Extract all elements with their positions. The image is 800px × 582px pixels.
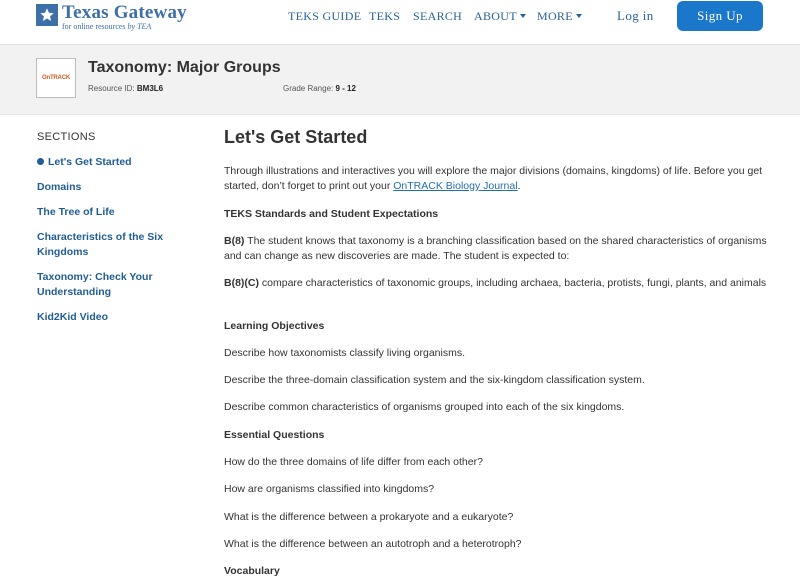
intro-paragraph: Through illustrations and interactives you will explore the major divisions (domains, kingdoms) of life. Before you get started, don’t forget to print out your OnTRACK Biology Journal. (224, 165, 763, 192)
objectives-heading: Learning Objectives (224, 320, 325, 332)
question-item: How are organisms classified into kingdoms? (224, 483, 435, 495)
standard-b8c: B(8)(C) compare characteristics of taxonomic groups, including archaea, bacteria, protists, fungi, plants, and animals (224, 277, 767, 289)
signup-button[interactable]: Sign Up (677, 1, 763, 31)
resource-id: Resource ID: BM3L6 (88, 84, 164, 93)
star-icon (36, 4, 58, 26)
vocabulary-heading: Vocabulary (224, 565, 280, 577)
standard-b8: B(8) The student knows that taxonomy is a branching classification based on the shared characteristics of organisms and can change as new discoveries are made. The student is expected to: (224, 235, 767, 262)
sidebar-item-characteristics[interactable]: Characteristics of the Six Kingdoms (37, 231, 164, 258)
logo-title: Texas Gateway (62, 2, 187, 23)
nav-more[interactable]: MORE (537, 9, 582, 24)
sidebar-item-lets-get-started[interactable]: Let's Get Started (37, 155, 187, 170)
sidebar-item-tree-of-life[interactable]: The Tree of Life (37, 206, 115, 218)
teks-heading: TEKS Standards and Student Expectations (224, 208, 439, 220)
grade-range: Grade Range: 9 - 12 (283, 84, 356, 93)
question-item: What is the difference between an autotroph and a heterotroph? (224, 538, 522, 550)
nav-teks-guide[interactable]: TEKS GUIDE (288, 9, 362, 23)
ontrack-logo: OnTRACK (36, 58, 76, 98)
sidebar-item-domains[interactable]: Domains (37, 181, 82, 193)
page-title: Let's Get Started (224, 127, 368, 147)
active-dot-icon (37, 158, 44, 165)
logo-subtitle: for online resources by TEA (62, 22, 152, 31)
question-item: How do the three domains of life differ from each other? (224, 456, 483, 468)
nav-search[interactable]: SEARCH (413, 9, 463, 23)
nav-about[interactable]: ABOUT (474, 9, 526, 24)
sidebar-item-kid2kid-video[interactable]: Kid2Kid Video (37, 311, 108, 323)
nav-teks[interactable]: TEKS (369, 9, 401, 23)
caret-down-icon (520, 14, 526, 18)
resource-header (0, 45, 800, 115)
resource-title: Taxonomy: Major Groups (88, 59, 281, 76)
objective-item: Describe common characteristics of organisms grouped into each of the six kingdoms. (224, 401, 625, 413)
sections-title: SECTIONS (37, 131, 96, 143)
question-item: What is the difference between a prokaryote and a eukaryote? (224, 511, 514, 523)
caret-down-icon (576, 14, 582, 18)
sidebar-item-check-understanding[interactable]: Taxonomy: Check Your Understanding (37, 271, 153, 298)
login-link[interactable]: Log in (617, 8, 654, 23)
journal-link[interactable]: OnTRACK Biology Journal (393, 180, 518, 192)
texas-gateway-logo[interactable] (36, 0, 187, 30)
top-navbar (0, 0, 800, 45)
objective-item: Describe the three-domain classification system and the six-kingdom classification system. (224, 374, 645, 386)
objective-item: Describe how taxonomists classify living organisms. (224, 347, 466, 359)
questions-heading: Essential Questions (224, 429, 325, 441)
